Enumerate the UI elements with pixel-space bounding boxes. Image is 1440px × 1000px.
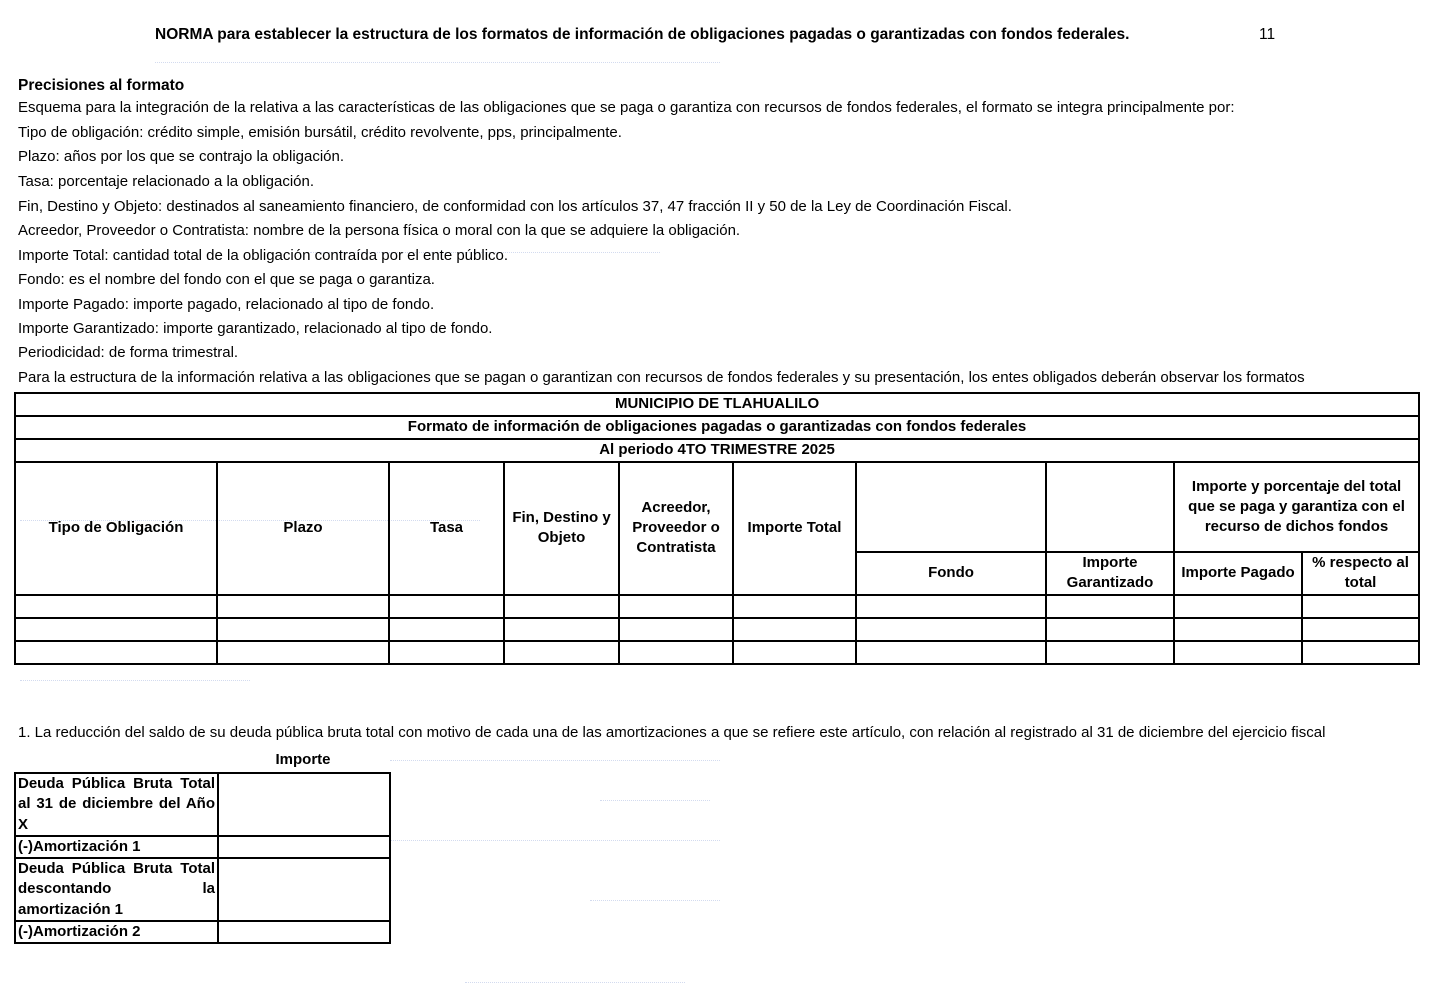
col-header-plazo: Plazo — [217, 462, 389, 595]
paragraph-line: Para la estructura de la información relativa a las obligaciones que se pagan o garantizan con recursos de fondos federales y su presentación, los entes obligados deberán observar los formatos — [18, 369, 1305, 386]
paragraph-line: Acreedor, Proveedor o Contratista: nombre de la persona física o moral con la que se adquiere la obligación. — [18, 222, 741, 239]
debt-table-header: Importe — [275, 751, 331, 768]
debt-table — [14, 772, 391, 944]
paragraph-line: Periodicidad: de forma trimestral. — [18, 344, 239, 361]
table-cell — [217, 641, 389, 664]
paragraph-line: Importe Total: cantidad total de la obligación contraída por el ente público. — [18, 247, 509, 264]
table-cell — [217, 618, 389, 641]
paragraph-line: Fin, Destino y Objeto: destinados al saneamiento financiero, de conformidad con los artículos 37, 47 fracción II y 50 de la Ley de Coordinación Fiscal. — [18, 198, 1012, 215]
table-cell — [1174, 595, 1302, 618]
table-row — [15, 595, 1419, 618]
numbered-paragraph: 1. La reducción del saldo de su deuda pública bruta total con motivo de cada una de las amortizaciones a que se refiere este artículo, con relación al registrado al 31 de diciembre del ejercicio fiscal — [18, 724, 1326, 741]
table-cell — [15, 641, 217, 664]
entity-name: MUNICIPIO DE TLAHUALILO — [15, 393, 1419, 416]
paragraph-line: Esquema para la integración de la relativa a las características de las obligaciones que se paga o garantiza con recursos de fondos federales, el formato se integra principalmente por: — [18, 99, 1235, 116]
col-header-importe-pagado: Importe Pagado — [1174, 552, 1302, 595]
table-cell — [389, 641, 504, 664]
format-title: Formato de información de obligaciones pagadas o garantizadas con fondos federales — [15, 416, 1419, 439]
table-cell — [733, 641, 856, 664]
paragraph-line: Tasa: porcentaje relacionado a la obligación. — [18, 173, 315, 190]
paragraph-line: Tipo de obligación: crédito simple, emisión bursátil, crédito revolvente, pps, principalmente. — [18, 124, 622, 141]
debt-row-value — [218, 858, 390, 921]
col-header-tipo: Tipo de Obligación — [15, 462, 217, 595]
col-header-fin-destino: Fin, Destino y Objeto — [504, 462, 619, 595]
col-header-porcentaje: % respecto al total — [1302, 552, 1419, 595]
table-cell — [619, 618, 733, 641]
col-header-blank — [1046, 462, 1174, 552]
col-header-importe-total: Importe Total — [733, 462, 856, 595]
table-cell — [504, 595, 619, 618]
debt-row-label: (-)Amortización 1 — [15, 836, 218, 858]
table-cell — [856, 595, 1046, 618]
paragraph-line: Fondo: es el nombre del fondo con el que se paga o garantiza. — [18, 271, 435, 288]
table-cell — [15, 595, 217, 618]
col-header-acreedor: Acreedor, Proveedor o Contratista — [619, 462, 733, 595]
table-cell — [217, 595, 389, 618]
document-header-title: NORMA para establecer la estructura de los formatos de información de obligaciones pagadas o garantizadas con fondos federales. — [155, 26, 1130, 43]
table-cell — [619, 641, 733, 664]
debt-row-value — [218, 773, 390, 836]
debt-row — [15, 836, 390, 858]
table-cell — [619, 595, 733, 618]
period-label: Al periodo 4TO TRIMESTRE 2025 — [15, 439, 1419, 462]
section-title: Precisiones al formato — [18, 77, 185, 94]
table-cell — [1302, 618, 1419, 641]
debt-row-label: Deuda Pública Bruta Total al 31 de diciembre del Año X — [15, 773, 218, 836]
paragraph-line: Importe Garantizado: importe garantizado, relacionado al tipo de fondo. — [18, 320, 493, 337]
col-header-group: Importe y porcentaje del total que se paga y garantiza con el recurso de dichos fondos — [1174, 462, 1419, 552]
table-cell — [1302, 595, 1419, 618]
table-cell — [15, 618, 217, 641]
table-cell — [733, 618, 856, 641]
page-number: 11 — [1259, 26, 1276, 43]
table-cell — [856, 618, 1046, 641]
table-cell — [1046, 595, 1174, 618]
table-cell — [1174, 641, 1302, 664]
col-header-blank — [856, 462, 1046, 552]
obligations-table — [14, 392, 1420, 665]
debt-row-value — [218, 921, 390, 943]
table-cell — [504, 641, 619, 664]
table-cell — [1174, 618, 1302, 641]
debt-row — [15, 921, 390, 943]
debt-row — [15, 858, 390, 921]
col-header-tasa: Tasa — [389, 462, 504, 595]
debt-row-label: (-)Amortización 2 — [15, 921, 218, 943]
table-cell — [1046, 641, 1174, 664]
table-row — [15, 618, 1419, 641]
table-cell — [1302, 641, 1419, 664]
paragraph-line: Plazo: años por los que se contrajo la obligación. — [18, 148, 345, 165]
table-row — [15, 641, 1419, 664]
table-cell — [389, 618, 504, 641]
debt-row-label: Deuda Pública Bruta Total descontando la amortización 1 — [15, 858, 218, 921]
debt-row-value — [218, 836, 390, 858]
col-header-importe-garantizado: Importe Garantizado — [1046, 552, 1174, 595]
debt-row — [15, 773, 390, 836]
table-cell — [504, 618, 619, 641]
table-cell — [1046, 618, 1174, 641]
table-cell — [389, 595, 504, 618]
col-header-fondo: Fondo — [856, 552, 1046, 595]
paragraph-line: Importe Pagado: importe pagado, relacionado al tipo de fondo. — [18, 296, 435, 313]
table-cell — [856, 641, 1046, 664]
table-cell — [733, 595, 856, 618]
